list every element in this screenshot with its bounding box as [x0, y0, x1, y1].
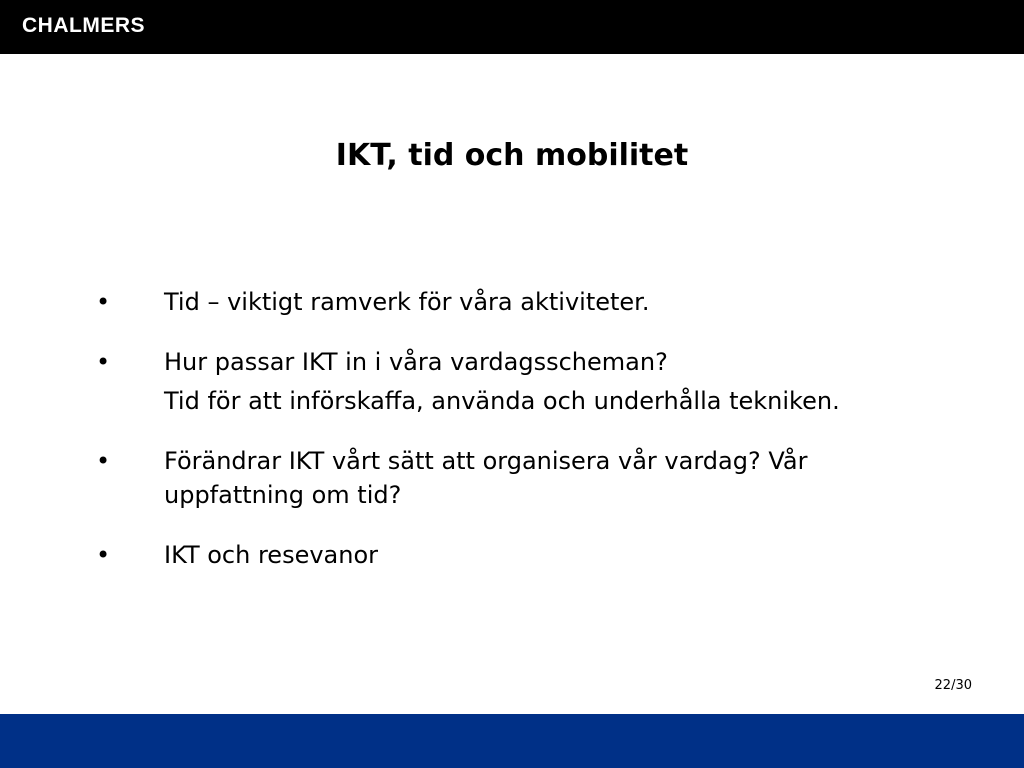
bullet-subtext: Tid för att införskaffa, använda och underhålla tekniken. — [164, 387, 840, 415]
bullet-text: IKT och resevanor — [164, 541, 379, 569]
bullet-item — [96, 444, 916, 512]
bullet-text: Tid – viktigt ramverk för våra aktiviteter. — [164, 288, 650, 316]
footer-bar — [0, 714, 1024, 768]
bullet-icon: • — [96, 348, 111, 376]
page-number: 22/30 — [934, 678, 972, 693]
bullet-icon: • — [96, 447, 111, 475]
slide-title: IKT, tid och mobilitet — [335, 138, 689, 173]
bullet-item — [96, 285, 916, 319]
bullet-text: Förändrar IKT vårt sätt att organisera vår vardag? Vår uppfattning om tid? — [164, 447, 808, 509]
header-bar — [0, 0, 1024, 54]
bullet-icon: • — [96, 288, 111, 316]
bullet-item — [96, 345, 916, 418]
bullet-icon: • — [96, 541, 111, 569]
chalmers-logo: CHALMERS — [22, 14, 145, 37]
bullet-item — [96, 538, 916, 572]
bullet-text: Hur passar IKT in i våra vardagsscheman? — [164, 348, 668, 376]
bullet-list — [96, 285, 916, 572]
